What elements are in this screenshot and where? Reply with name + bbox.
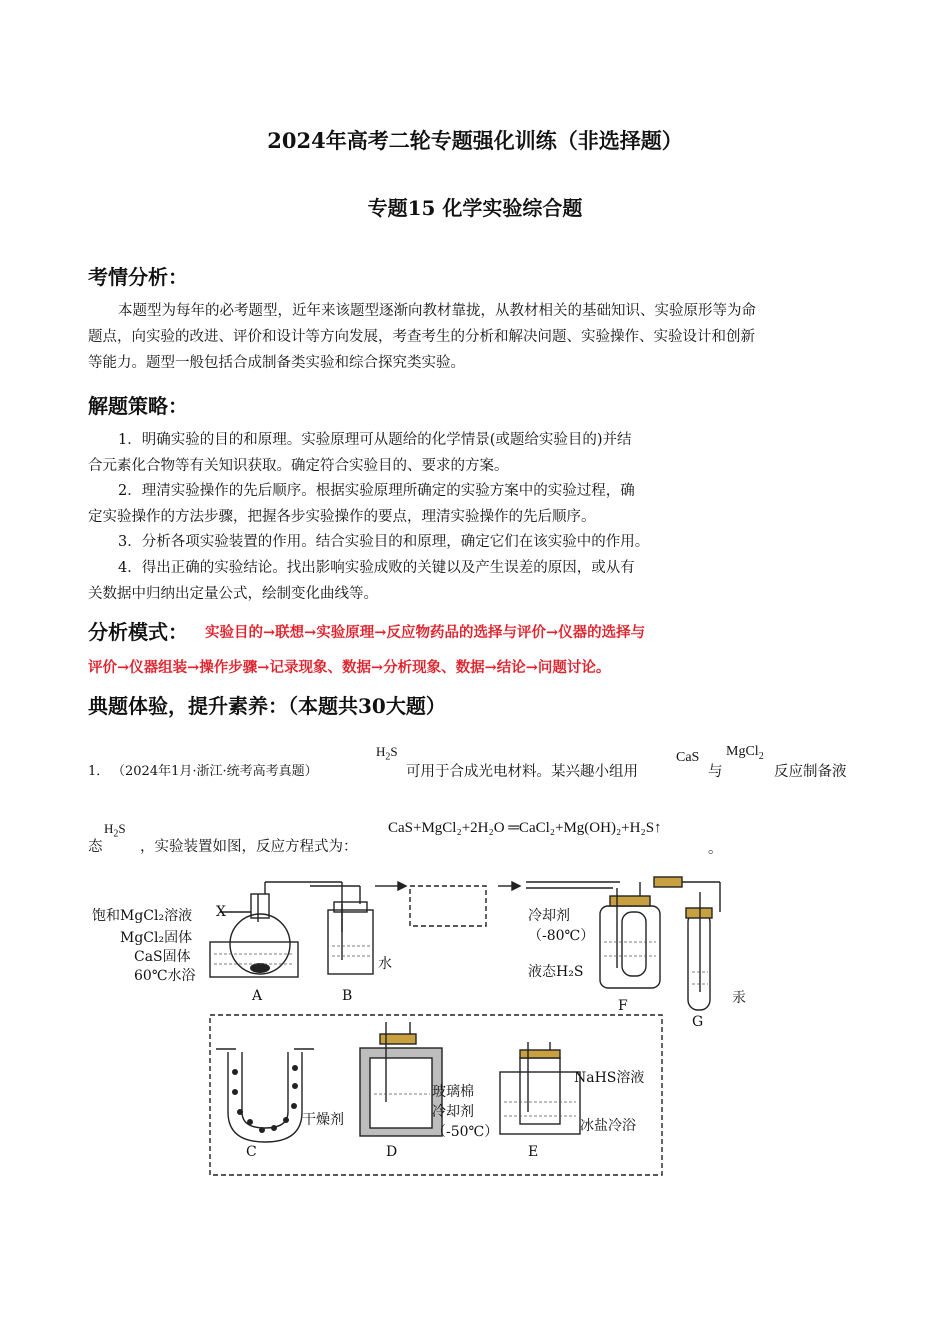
label-drying-agent: 干燥剂 [302,1112,344,1128]
label-sat-mgcl2: 饱和MgCl₂溶液 [92,908,193,924]
formula-mgcl2: MgCl$_2$ [726,744,764,762]
strategy-line: 3．分析各项实验装置的作用。结合实验目的和原理，确定它们在该实验中的作用。 [118,534,650,550]
question-source: （2024年1月·浙江·统考高考真题） [112,764,318,779]
question-text: 与 [708,764,723,780]
question-text: 反应制备液 [774,764,847,780]
label-coolant-1: 冷却剂 [528,908,570,924]
label-letter-a: A [252,988,263,1004]
label-letter-c: C [246,1144,257,1160]
question-text: 。 [708,841,723,857]
analysis-line-1: 本题型为每年的必考题型，近年来该题型逐渐向教材靠拢，从教材相关的基础知识、实验原形等为命 [118,303,756,319]
label-temp-1: （-80℃） [528,928,595,944]
strategy-line: 关数据中归纳出定量公式，绘制变化曲线等。 [88,586,378,602]
label-letter-f: F [618,998,628,1014]
strategy-line: 4．得出正确的实验结论。找出影响实验成败的关键以及产生误差的原因，或从有 [118,560,635,576]
solid-pile [250,963,270,973]
label-letter-d: D [386,1144,398,1160]
question-text: 态 [88,839,103,855]
question-number: 1． [88,764,110,779]
formula-cas: CaS [676,750,700,765]
label-letter-e: E [528,1144,539,1160]
strategy-line: 定实验操作的方法步骤，把握各步实验操作的要点，理清实验操作的先后顺序。 [88,509,596,525]
mode-line-2: 评价→仪器组装→操作步骤→记录现象、数据→分析现象、数据→结论→问题讨论。 [88,659,611,676]
mode-line-1: 实验目的→联想→实验原理→反应物药品的选择与评价→仪器的选择与 [205,624,646,641]
strategy-line: 合元素化合物等有关知识获取。确定符合实验目的、要求的方案。 [88,458,509,474]
analysis-heading: 考情分析： [88,265,188,289]
label-liquid-h2s: 液态H₂S [528,964,584,980]
label-mgcl2-solid: MgCl₂固体 [120,930,193,946]
strategy-line: 1．明确实验的目的和原理。实验原理可从题给的化学情景(或题给实验目的)并结 [118,432,632,448]
strategy-line: 2．理清实验操作的先后顺序。根据实验原理所确定的实验方案中的实验过程，确 [118,483,635,499]
formula-h2s: $H_2S$ [104,821,126,840]
analysis-line-3: 等能力。题型一般包括合成制备类实验和综合探究类实验。 [88,355,465,371]
reaction-equation: CaS+MgCl₂+2H₂O ═CaCl₂+Mg(OH)₂+H₂S↑ [388,820,662,836]
practice-heading: 典题体验，提升素养：（本题共30大题） [88,694,446,718]
label-x: X [216,904,226,920]
label-ice-salt-bath: 冰盐冷浴 [580,1118,636,1134]
question-text: ，实验装置如图，反应方程式为： [140,839,358,855]
label-letter-b: B [342,988,353,1004]
label-temp-2: （-50℃） [432,1124,499,1140]
mode-heading: 分析模式： [88,620,188,644]
label-nahs-solution: NaHS溶液 [574,1070,645,1086]
label-coolant-2: 冷却剂 [432,1104,474,1120]
page-title: 2024年高考二轮专题强化训练（非选择题） [267,128,683,153]
analysis-line-2: 题点，向实验的改进、评价和设计等方向发展，考查考生的分析和解决问题、实验操作、实验设计和创新 [88,329,755,345]
formula-h2s: $H_2S$ [376,744,398,763]
label-letter-g: G [692,1014,704,1030]
label-cas-solid: CaS固体 [134,949,191,965]
label-glass-wool: 玻璃棉 [432,1084,474,1100]
apparatus-figure [80,872,780,1182]
question-text: 可用于合成光电材料。某兴趣小组用 [406,764,638,780]
label-water-bath: 60℃水浴 [134,968,196,984]
page-subtitle: 专题15 化学实验综合题 [367,196,583,220]
label-water: 水 [378,956,392,972]
label-mercury: 汞 [732,990,746,1006]
strategy-heading: 解题策略： [88,394,188,418]
